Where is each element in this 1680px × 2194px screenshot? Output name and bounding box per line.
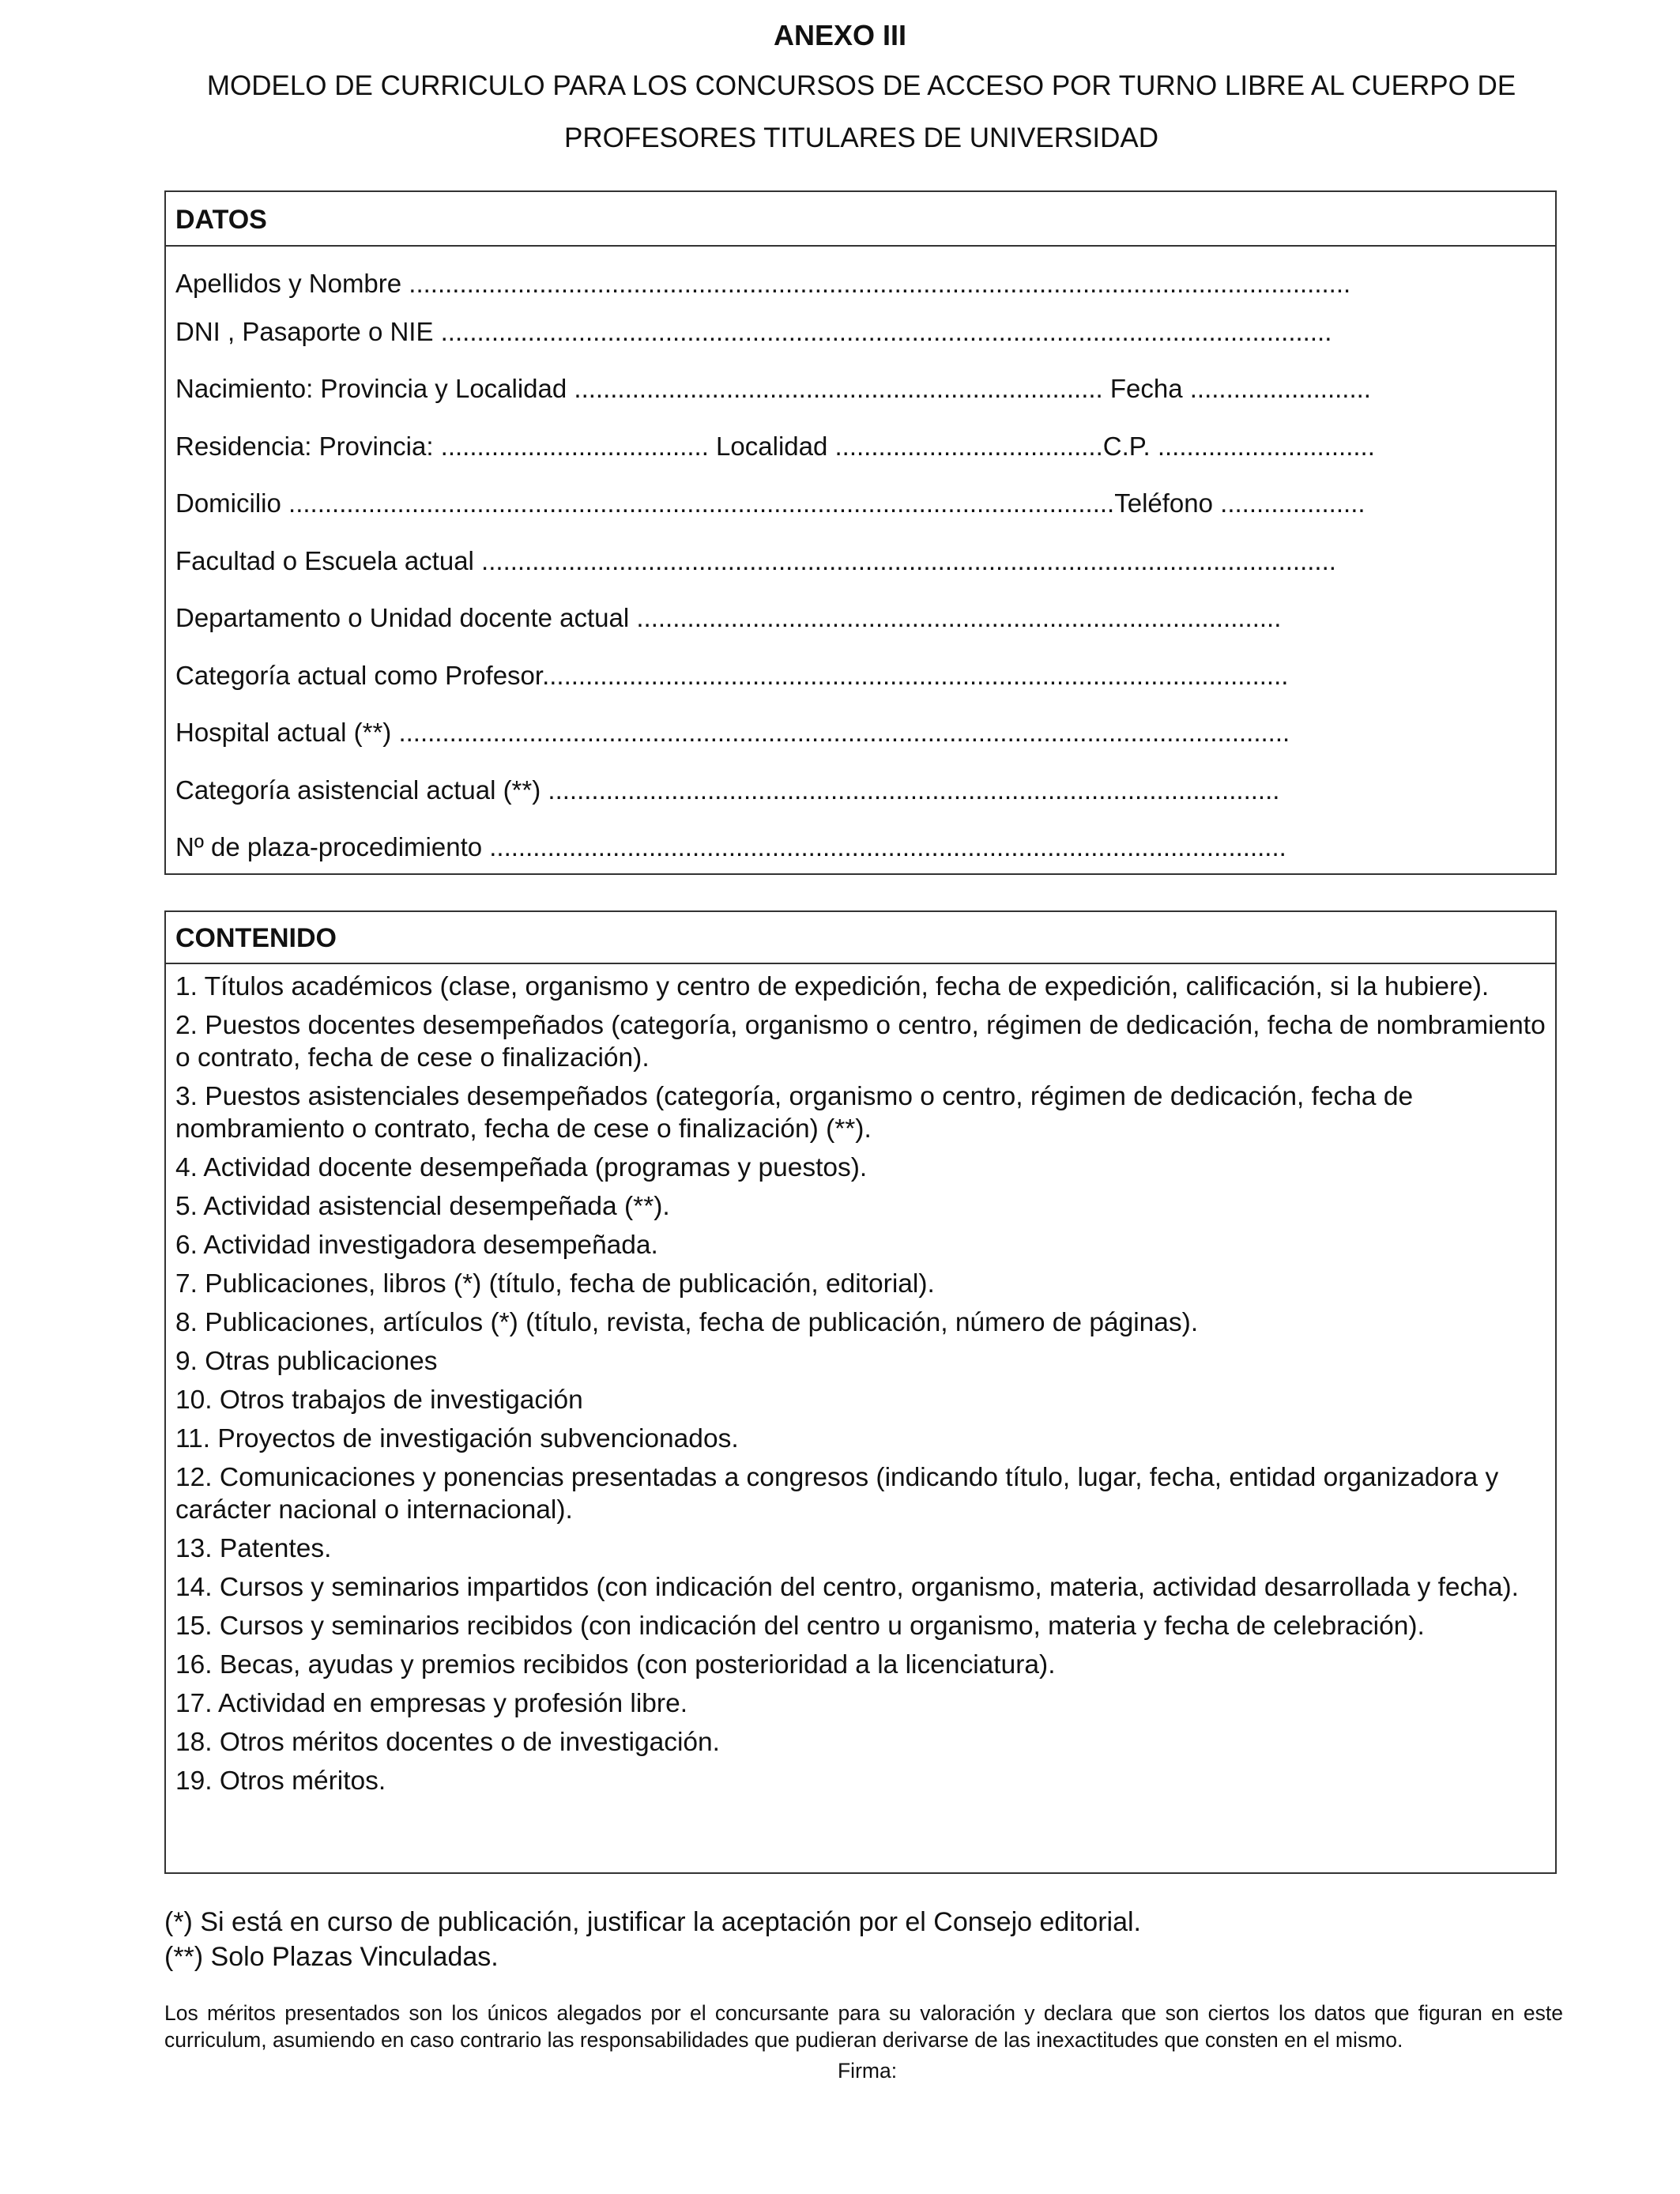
footnote-publication: (*) Si está en curso de publicación, justificar la aceptación por el Consejo editorial.: [164, 1907, 1141, 1937]
list-item: 6. Actividad investigadora desempeñada.: [175, 1231, 658, 1260]
datos-section: [164, 190, 1557, 875]
datos-heading: DATOS: [166, 192, 1555, 247]
list-item: 18. Otros méritos docentes o de investigación.: [175, 1728, 720, 1757]
field-plaza-procedimiento: Nº de plaza-procedimiento ..............................................................................................................: [175, 832, 1286, 861]
list-item: 1. Títulos académicos (clase, organismo y centro de expedición, fecha de expedición, calificación, si la hubiere).: [175, 972, 1490, 1001]
field-residencia: Residencia: Provincia: ..................................... Localidad .....................................C.P. ..............................: [175, 432, 1375, 461]
list-item: 9. Otras publicaciones: [175, 1347, 438, 1376]
list-item: 5. Actividad asistencial desempeñada (**).: [175, 1192, 670, 1221]
contenido-section: [164, 910, 1557, 1874]
list-item: 2. Puestos docentes desempeñados (categoría, organismo o centro, régimen de dedicación, fecha de nombramiento o contrato, fecha de cese o finalización).: [175, 1011, 1546, 1072]
list-item: 3. Puestos asistenciales desempeñados (categoría, organismo o centro, régimen de dedicación, fecha de nombramiento o contrato, fecha de cese o finalización) (**).: [175, 1082, 1414, 1144]
declaration-text: Los méritos presentados son los únicos alegados por el concursante para su valoración y declara que son ciertos los datos que figuran en este curriculum, asumiendo en caso contrario las responsabilidades que pudieran derivarse de las inexactitudes que consten en el mismo.: [164, 2001, 1563, 2052]
field-facultad-escuela: Facultad o Escuela actual ......................................................................................................................: [175, 546, 1336, 575]
field-hospital: Hospital actual (**) ...........................................................................................................................: [175, 718, 1290, 747]
list-item: 17. Actividad en empresas y profesión libre.: [175, 1689, 688, 1718]
field-categoria-asistencial: Categoría asistencial actual (**) .....................................................................................................: [175, 775, 1280, 805]
contenido-heading: CONTENIDO: [166, 912, 1555, 964]
annex-heading: ANEXO III: [773, 19, 907, 51]
field-departamento: Departamento o Unidad docente actual .........................................................................................: [175, 603, 1282, 632]
list-item: 8. Publicaciones, artículos (*) (título, revista, fecha de publicación, número de páginas).: [175, 1308, 1199, 1337]
contenido-list: [175, 971, 1550, 1797]
list-item: 12. Comunicaciones y ponencias presentadas a congresos (indicando título, lugar, fecha, entidad organizadora y carácter nacional o internacional).: [175, 1463, 1499, 1525]
signature-label: Firma:: [838, 2059, 898, 2083]
list-item: 15. Cursos y seminarios recibidos (con indicación del centro u organismo, materia y fecha de celebración).: [175, 1612, 1425, 1641]
list-item: 13. Patentes.: [175, 1534, 332, 1563]
list-item: 7. Publicaciones, libros (*) (título, fecha de publicación, editorial).: [175, 1269, 935, 1299]
list-item: 11. Proyectos de investigación subvencionados.: [175, 1424, 739, 1453]
footnotes: [164, 1905, 1571, 1974]
list-item: 16. Becas, ayudas y premios recibidos (con posterioridad a la licenciatura).: [175, 1650, 1056, 1679]
document-title-line-1: MODELO DE CURRICULO PARA LOS CONCURSOS DE ACCESO POR TURNO LIBRE AL CUERPO DE: [206, 70, 1516, 101]
field-categoria-profesor: Categoría actual como Profesor.......................................................................................................: [175, 661, 1289, 690]
list-item: 4. Actividad docente desempeñada (programas y puestos).: [175, 1153, 868, 1182]
list-item: 10. Otros trabajos de investigación: [175, 1385, 583, 1415]
field-nacimiento: Nacimiento: Provincia y Localidad ......................................................................... Fecha .........................: [175, 374, 1371, 403]
list-item: 19. Otros méritos.: [175, 1766, 386, 1796]
list-item: 14. Cursos y seminarios impartidos (con indicación del centro, organismo, materia, actividad desarrollada y fecha).: [175, 1573, 1519, 1602]
field-domicilio: Domicilio ..................................................................................................................Teléfono ....................: [175, 488, 1365, 518]
field-apellidos-nombre: Apellidos y Nombre ..................................................................................................................................: [175, 269, 1351, 298]
document-title-line-2: PROFESORES TITULARES DE UNIVERSIDAD: [563, 123, 1158, 153]
footnote-plazas-vinculadas: (**) Solo Plazas Vinculadas.: [164, 1942, 499, 1972]
field-dni-pasaporte-nie: DNI , Pasaporte o NIE ...........................................................................................................................: [175, 317, 1332, 346]
